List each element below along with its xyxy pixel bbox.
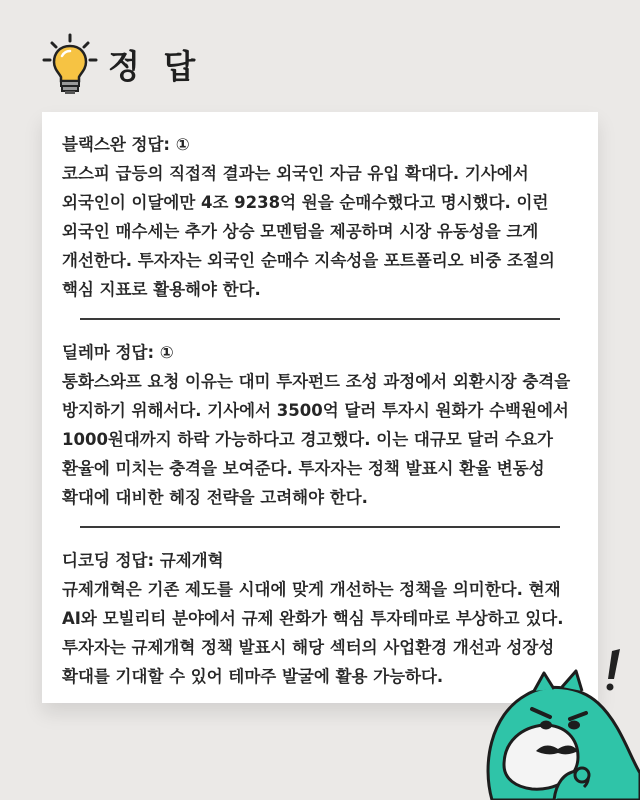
answer-card (42, 112, 598, 703)
answer-section-blackswan (62, 130, 578, 304)
section-text: 코스피 급등의 직접적 결과는 외국인 자금 유입 확대다. 기사에서 외국인이 이달에만 4조 9238억 원을 순매수했다고 명시했다. 이런 외국인 매수세는 추가 상승 모멘텀을 제공하며 시장 유동성을 크게 개선한다. 투자자는 외국인 순매수 지속성을 포트폴리오 비중 조절의 핵심 지표로 활용해야 한다. (62, 164, 555, 299)
section-text: 규제개혁은 기존 제도를 시대에 맞게 개선하는 정책을 의미한다. 현재 AI와 모빌리티 분야에서 규제 완화가 핵심 투자테마로 부상하고 있다. 투자자는 규제개혁 정책 발표시 해당 섹터의 사업환경 개선과 성장성 확대를 기대할 수 있어 테마주 발굴에 활용 가능하다. (62, 580, 564, 686)
divider (80, 526, 560, 528)
page-title: 정 답 (108, 46, 202, 86)
divider (80, 318, 560, 320)
section-text: 통화스와프 요청 이유는 대미 투자펀드 조성 과정에서 외환시장 충격을 방지하기 위해서다. 기사에서 3500억 달러 투자시 원화가 수백원에서 1000원대까지 하락 가능하다고 경고했다. 이는 대규모 달러 수요가 환율에 미치는 충격을 보여준다. 투자자는 정책 발표시 환율 변동성 확대에 대비한 헤징 전략을 고려해야 한다. (62, 372, 571, 507)
section-heading: 디코딩 정답: 규제개혁 (62, 551, 224, 570)
header (40, 32, 201, 96)
teal-dinosaur-mascot-icon (474, 645, 640, 800)
answer-section-dilemma (62, 338, 578, 512)
section-heading: 블랙스완 정답: ① (62, 135, 190, 154)
section-heading: 딜레마 정답: ① (62, 343, 174, 362)
lightbulb-icon (40, 32, 100, 96)
